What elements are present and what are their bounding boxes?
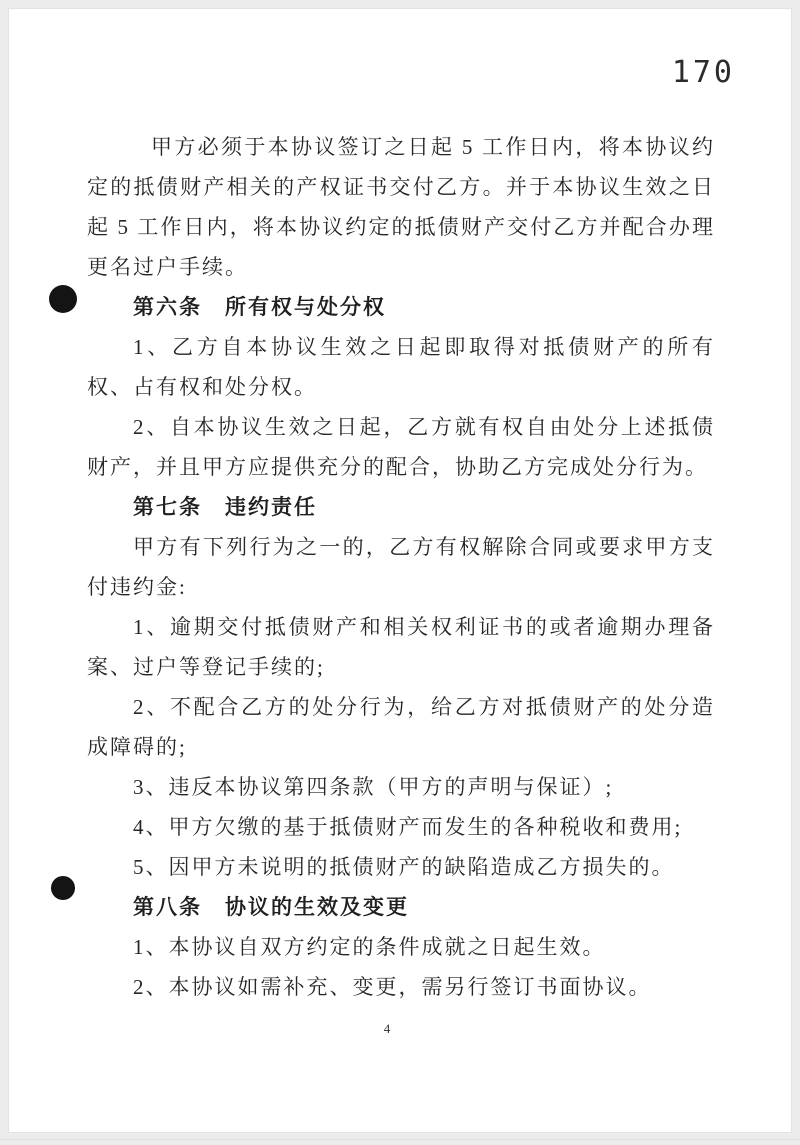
clause-article6-item2: 2、自本协议生效之日起，乙方就有权自由处分上述抵债财产，并且甲方应提供充分的配合，协助乙方完成处分行为。 [87, 415, 715, 479]
heading-article-7: 第七条 违约责任 [133, 495, 317, 519]
clause-article7-item1: 1、逾期交付抵债财产和相关权利证书的或者逾期办理备案、过户等登记手续的; [87, 615, 715, 679]
punch-hole-icon [49, 285, 77, 313]
clause-article8-item1: 1、本协议自双方约定的条件成就之日起生效。 [133, 935, 606, 959]
clause-article7-item3: 3、违反本协议第四条款（甲方的声明与保证）; [133, 775, 614, 799]
clause-article7-item5: 5、因甲方未说明的抵债财产的缺陷造成乙方损失的。 [133, 855, 675, 879]
document-page [8, 8, 792, 1133]
heading-article-6: 第六条 所有权与处分权 [133, 295, 386, 319]
clause-article8-item2: 2、本协议如需补充、变更，需另行签订书面协议。 [133, 975, 652, 999]
contract-body [87, 127, 715, 1007]
clause-article7-item4: 4、甲方欠缴的基于抵债财产而发生的各种税收和费用; [133, 815, 683, 839]
paragraph-delivery-obligation: 甲方必须于本协议签订之日起 5 工作日内，将本协议约定的抵债财产相关的产权证书交付乙方。并于本协议生效之日起 5 工作日内，将本协议约定的抵债财产交付乙方并配合办理更名过户手续。 [87, 135, 715, 279]
clause-article6-item1: 1、乙方自本协议生效之日起即取得对抵债财产的所有权、占有权和处分权。 [87, 335, 715, 399]
clause-article7-intro: 甲方有下列行为之一的，乙方有权解除合同或要求甲方支付违约金: [87, 535, 715, 599]
punch-hole-icon [51, 876, 75, 900]
page-stamp-number: 170 [671, 55, 735, 90]
clause-article7-item2: 2、不配合乙方的处分行为，给乙方对抵债财产的处分造成障碍的; [87, 695, 715, 759]
heading-article-8: 第八条 协议的生效及变更 [133, 895, 409, 919]
page-footer-number: 4 [383, 1021, 391, 1036]
